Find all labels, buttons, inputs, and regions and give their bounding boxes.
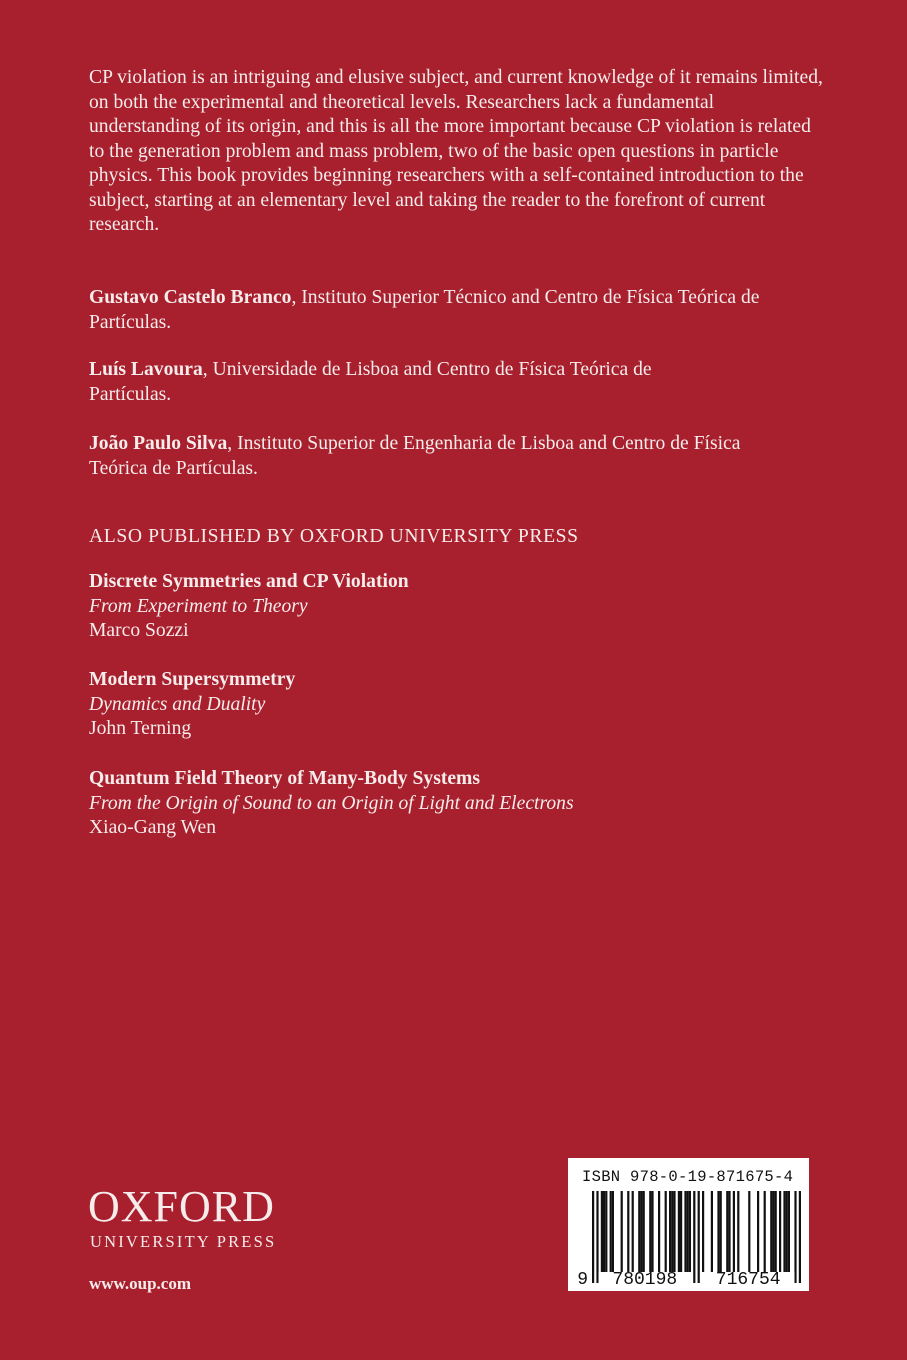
barcode-bar: [621, 1191, 623, 1273]
author-bio-branco: [89, 286, 789, 335]
barcode-bar: [638, 1191, 640, 1273]
author-name: Gustavo Castelo Branco: [89, 287, 292, 308]
barcode-bar: [693, 1191, 695, 1283]
book-author: John Terning: [89, 718, 192, 739]
oxford-logo: OXFORD: [88, 1182, 275, 1231]
book-description: CP violation is an intriguing and elusive subject, and current knowledge of it remains limited, on both the experimental and theoretical levels. Researchers lack a fundamental understanding of its origin, and this is all the more important because CP violation is related to the generation problem and mass problem, two of the basic open questions in particle physics. This book provides beginning researchers with a self-contained introduction to the subject, starting at an elementary level and taking the reader to the forefront of current research.: [89, 67, 823, 235]
barcode-bar: [610, 1191, 612, 1273]
barcode-digits: 716754: [715, 1270, 781, 1290]
book-subtitle: From the Origin of Sound to an Origin of Light and Electrons: [89, 792, 574, 814]
barcode-bar: [728, 1191, 730, 1273]
barcode-bar: [717, 1191, 719, 1273]
author-bio-silva: [89, 432, 759, 481]
barcode-bar: [632, 1191, 634, 1273]
barcode-bar: [649, 1191, 651, 1273]
barcode-bar: [726, 1191, 728, 1273]
barcode-bar: [669, 1191, 671, 1273]
barcode-bar: [711, 1191, 713, 1273]
related-book: [89, 767, 789, 841]
barcode-bar: [601, 1191, 603, 1273]
barcode-bar: [673, 1191, 675, 1273]
book-subtitle: From Experiment to Theory: [89, 595, 308, 617]
book-title: Discrete Symmetries and CP Violation: [89, 571, 409, 592]
barcode-bar: [720, 1191, 722, 1273]
barcode-bar: [794, 1191, 796, 1283]
barcode-bar: [592, 1191, 594, 1283]
barcode-bar: [770, 1191, 772, 1273]
barcode-bar: [698, 1191, 700, 1283]
author-bio-lavoura: [89, 358, 709, 407]
barcode-bar: [689, 1191, 691, 1273]
author-name: Luís Lavoura: [89, 359, 203, 380]
barcode-bar: [687, 1191, 689, 1273]
barcode-bar: [678, 1191, 680, 1273]
barcode-bar: [788, 1191, 790, 1273]
barcode-bar: [764, 1191, 766, 1273]
barcode-bar: [640, 1191, 642, 1273]
barcode-bar: [665, 1191, 667, 1273]
barcode-bar: [612, 1191, 614, 1273]
also-published-heading: ALSO PUBLISHED BY OXFORD UNIVERSITY PRESS: [89, 526, 579, 547]
barcode-bar: [733, 1191, 735, 1273]
barcode-bar: [779, 1191, 781, 1273]
related-book: [89, 570, 789, 644]
barcode-bar: [748, 1191, 750, 1273]
book-author: Xiao-Gang Wen: [89, 817, 217, 838]
publisher-url: www.oup.com: [89, 1274, 192, 1293]
barcode-bar: [702, 1191, 704, 1273]
related-book: [89, 668, 789, 742]
author-affiliation: , Instituto Superior de Engenharia de Lisboa and Centro de Física Teórica de Partículas.: [89, 433, 741, 479]
author-name: João Paulo Silva: [89, 433, 228, 454]
barcode-bar: [658, 1191, 660, 1273]
barcode-bar: [757, 1191, 759, 1273]
barcode-bar: [786, 1191, 788, 1273]
barcode-bar: [680, 1191, 682, 1273]
barcode-bar: [684, 1191, 686, 1273]
book-subtitle: Dynamics and Duality: [89, 693, 266, 715]
barcode-bar: [605, 1191, 607, 1273]
barcode-bar: [671, 1191, 673, 1273]
oxford-logo-subtitle: UNIVERSITY PRESS: [90, 1232, 277, 1251]
barcode-bar: [651, 1191, 653, 1273]
barcode-bar: [627, 1191, 629, 1273]
author-affiliation: , Instituto Superior Técnico and Centro de Física Teórica de Partículas.: [89, 287, 760, 333]
barcode-bar: [603, 1191, 605, 1273]
book-title: Modern Supersymmetry: [89, 669, 296, 690]
barcode-digits: 9: [577, 1270, 588, 1290]
barcode-bar: [775, 1191, 777, 1273]
barcode-digits: 780198: [612, 1270, 678, 1290]
barcode-bar: [737, 1191, 739, 1273]
isbn-label: ISBN 978-0-19-871675-4: [582, 1168, 794, 1186]
book-title: Quantum Field Theory of Many-Body Systems: [89, 768, 480, 789]
barcode-bar: [783, 1191, 785, 1273]
barcode-bar: [596, 1191, 598, 1283]
barcode-bar: [643, 1191, 645, 1273]
book-author: Marco Sozzi: [89, 620, 189, 641]
barcode-bar: [799, 1191, 801, 1283]
author-affiliation: , Universidade de Lisboa and Centro de Física Teórica de Partículas.: [89, 359, 652, 405]
barcode-bar: [772, 1191, 774, 1273]
isbn-barcode: [568, 1158, 809, 1291]
